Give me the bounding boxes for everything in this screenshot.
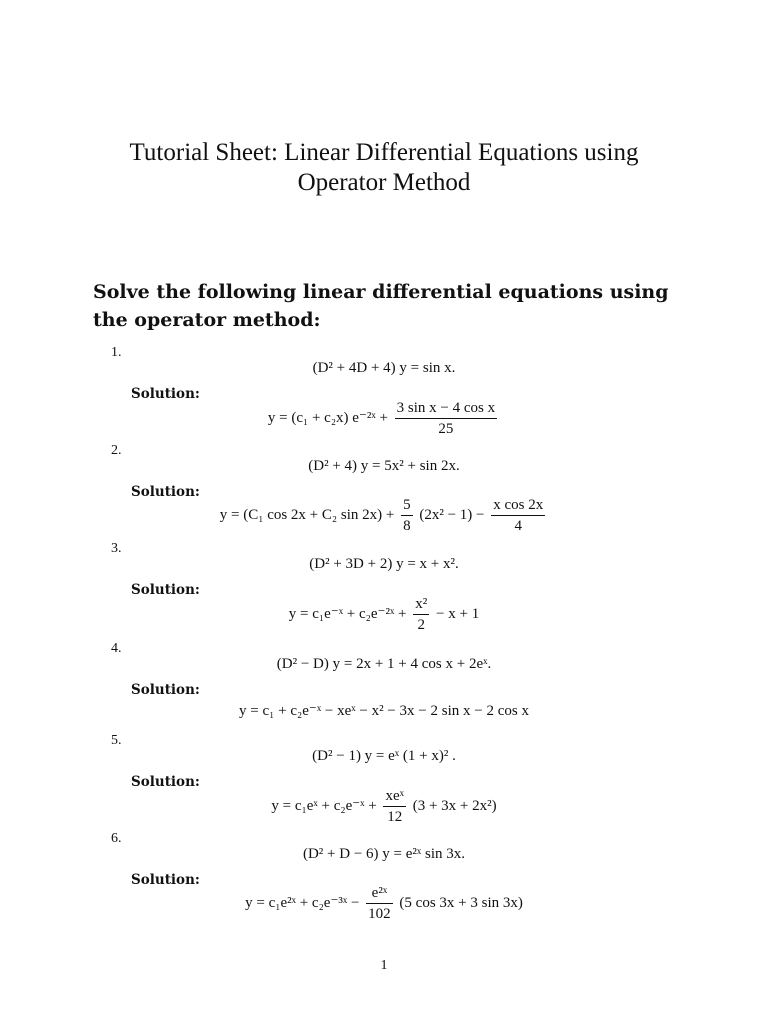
solution-lead: y = c₁eˣ + c₂e⁻ˣ +: [271, 797, 377, 814]
problem-equation: (D² + 3D + 2) y = x + x².: [309, 556, 459, 572]
problem-number: 2.: [111, 443, 122, 458]
solution-tail: (3 + 3x + 2x²): [412, 797, 497, 814]
solution-equation: [0, 786, 768, 827]
fraction: [401, 495, 413, 536]
solution-equation: [0, 883, 768, 924]
page-number: 1: [380, 958, 388, 973]
document-title: [0, 138, 768, 198]
fraction-denominator: 2: [417, 617, 426, 633]
solution-equation: [0, 398, 768, 439]
fraction-numerator: e²ˣ: [366, 883, 393, 904]
solution-equation: [0, 701, 768, 720]
problem-number: 5.: [111, 733, 122, 748]
solution-lead: y = (c₁ + c₂x) e⁻²ˣ +: [267, 409, 388, 426]
solution-label: Solution:: [131, 386, 200, 402]
fraction: [366, 883, 393, 924]
fraction-numerator: xeˣ: [383, 786, 406, 807]
fraction: [491, 495, 545, 536]
problem-equation: (D² − D) y = 2x + 1 + 4 cos x + 2eˣ.: [276, 656, 492, 672]
solution-lead: y = (C₁ cos 2x + C₂ sin 2x) +: [219, 506, 395, 523]
title-line-2: Operator Method: [297, 169, 471, 196]
problem-number: 3.: [111, 541, 122, 556]
solution-label: Solution:: [131, 774, 200, 790]
fraction-numerator: x cos 2x: [491, 495, 545, 516]
fraction-denominator: 25: [438, 421, 454, 437]
problem-equation: (D² + 4) y = 5x² + sin 2x.: [308, 458, 460, 474]
solution-label: Solution:: [131, 682, 200, 698]
problem-equation: (D² + 4D + 4) y = sin x.: [312, 360, 456, 376]
solution-label: Solution:: [131, 582, 200, 598]
fraction-numerator: x²: [413, 594, 429, 615]
solution-middle: (2x² − 1) −: [419, 506, 485, 523]
fraction-numerator: 3 sin x − 4 cos x: [395, 398, 497, 419]
solution-lead: y = c₁e⁻ˣ + c₂e⁻²ˣ +: [288, 605, 407, 622]
fraction-numerator: 5: [401, 495, 413, 516]
fraction: [413, 594, 429, 635]
fraction-denominator: 4: [514, 518, 522, 534]
fraction: [395, 398, 497, 439]
fraction-denominator: 12: [387, 809, 403, 825]
solution-equation: [0, 495, 768, 536]
problem-number: 4.: [111, 641, 122, 656]
fraction-denominator: 8: [403, 518, 411, 534]
fraction-denominator: 102: [368, 906, 391, 922]
solution-lead: y = c₁e²ˣ + c₂e⁻³ˣ −: [245, 894, 360, 911]
solution-tail: (5 cos 3x + 3 sin 3x): [399, 894, 523, 911]
solution-label: Solution:: [131, 872, 200, 888]
instructions-heading: Solve the following linear differential equations using the operator method:: [93, 281, 669, 331]
problem-number: 1.: [111, 345, 122, 360]
problem-equation: (D² − 1) y = eˣ (1 + x)² .: [312, 748, 456, 764]
solution-equation: [0, 594, 768, 635]
title-line-1: Tutorial Sheet: Linear Differential Equations using: [129, 139, 639, 166]
solution-lead: y = c₁ + c₂e⁻ˣ − xeˣ − x² − 3x − 2 sin x − 2 cos x: [239, 703, 529, 719]
problem-equation: (D² + D − 6) y = e²ˣ sin 3x.: [302, 846, 466, 862]
fraction: [383, 786, 406, 827]
solution-tail: − x + 1: [436, 605, 480, 622]
solution-label: Solution:: [131, 484, 200, 500]
problem-number: 6.: [111, 831, 122, 846]
